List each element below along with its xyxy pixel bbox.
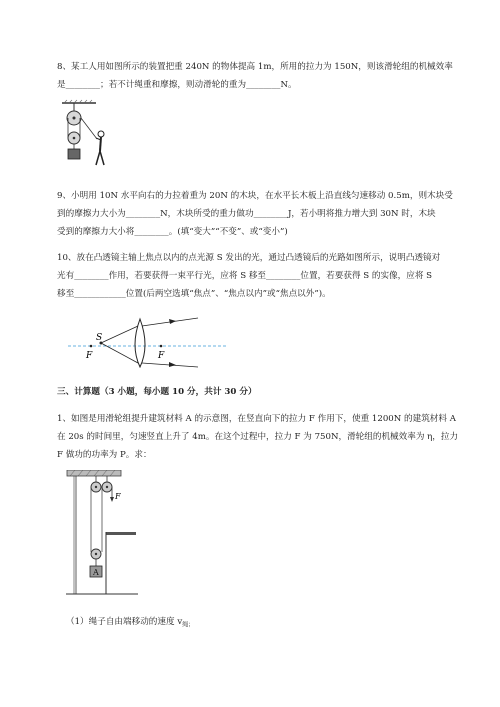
label-block-a: A bbox=[93, 568, 99, 577]
calc1-line-1: 1、如图是用滑轮组提升建筑材料 A 的示意图，在竖直向下的拉力 F 作用下，使重 1200N 的建筑材料 A bbox=[57, 414, 456, 424]
calc1-line-3: F 做功的功率为 P。求： bbox=[57, 450, 152, 460]
q8-line-2: 是________；若不计绳重和摩擦，则动滑轮的重为________N。 bbox=[57, 80, 297, 90]
q8-line-1: 8、某工人用如图所示的装置把重 240N 的物体提高 1m，所用的拉力为 150N，则该滑轮组的机械效率 bbox=[57, 62, 453, 72]
label-f-right: F bbox=[158, 351, 165, 361]
convex-lens-diagram bbox=[68, 316, 228, 368]
q9-line-1: 9、小明用 10N 水平向右的力拉着重为 20N 的木块，在水平长木板上沿直线匀速移动 0.5m，则木块受 bbox=[57, 191, 453, 201]
label-force-f: F bbox=[115, 492, 121, 501]
q10-line-2: 光有________作用，若要获得一束平行光，应将 S 移至________位置，若要获得 S 的实像，应将 S bbox=[57, 271, 433, 281]
q10-line-1: 10、放在凸透镜主轴上焦点以内的点光源 S 发出的光，通过凸透镜后的光路如图所示，说明凸透镜对 bbox=[57, 253, 441, 263]
pulley-worker-figure bbox=[60, 99, 122, 174]
calc1-sub1-text: （1）绳子自由端移动的速度 v bbox=[66, 617, 183, 627]
calc1-line-2: 在 20s 的时间里，匀速竖直上升了 4m。在这个过程中，拉力 F 为 750N，滑轮组的机械效率为 η，拉力 bbox=[57, 432, 459, 442]
label-s: S bbox=[96, 333, 103, 343]
label-f-left: F bbox=[86, 351, 93, 361]
q9-line-3: 受到的摩擦力大小将________。(填“变大”“不变”、或“变小”) bbox=[57, 227, 288, 237]
calc1-sub-question-1 bbox=[66, 616, 194, 632]
building-pulley-figure bbox=[66, 470, 138, 600]
calc1-sub1-subscript: 绳； bbox=[182, 621, 195, 629]
section-3-heading: 三、计算题（3 小题，每小题 10 分，共计 30 分） bbox=[57, 387, 257, 397]
q10-line-3: 移至____________位置(后两空选填“焦点”、“焦点以内”或“焦点以外”)。 bbox=[57, 289, 331, 299]
q9-line-2: 到的摩擦力大小为________N，木块所受的重力做功________J，若小明将推力增大到 30N 时，木块 bbox=[57, 209, 436, 219]
